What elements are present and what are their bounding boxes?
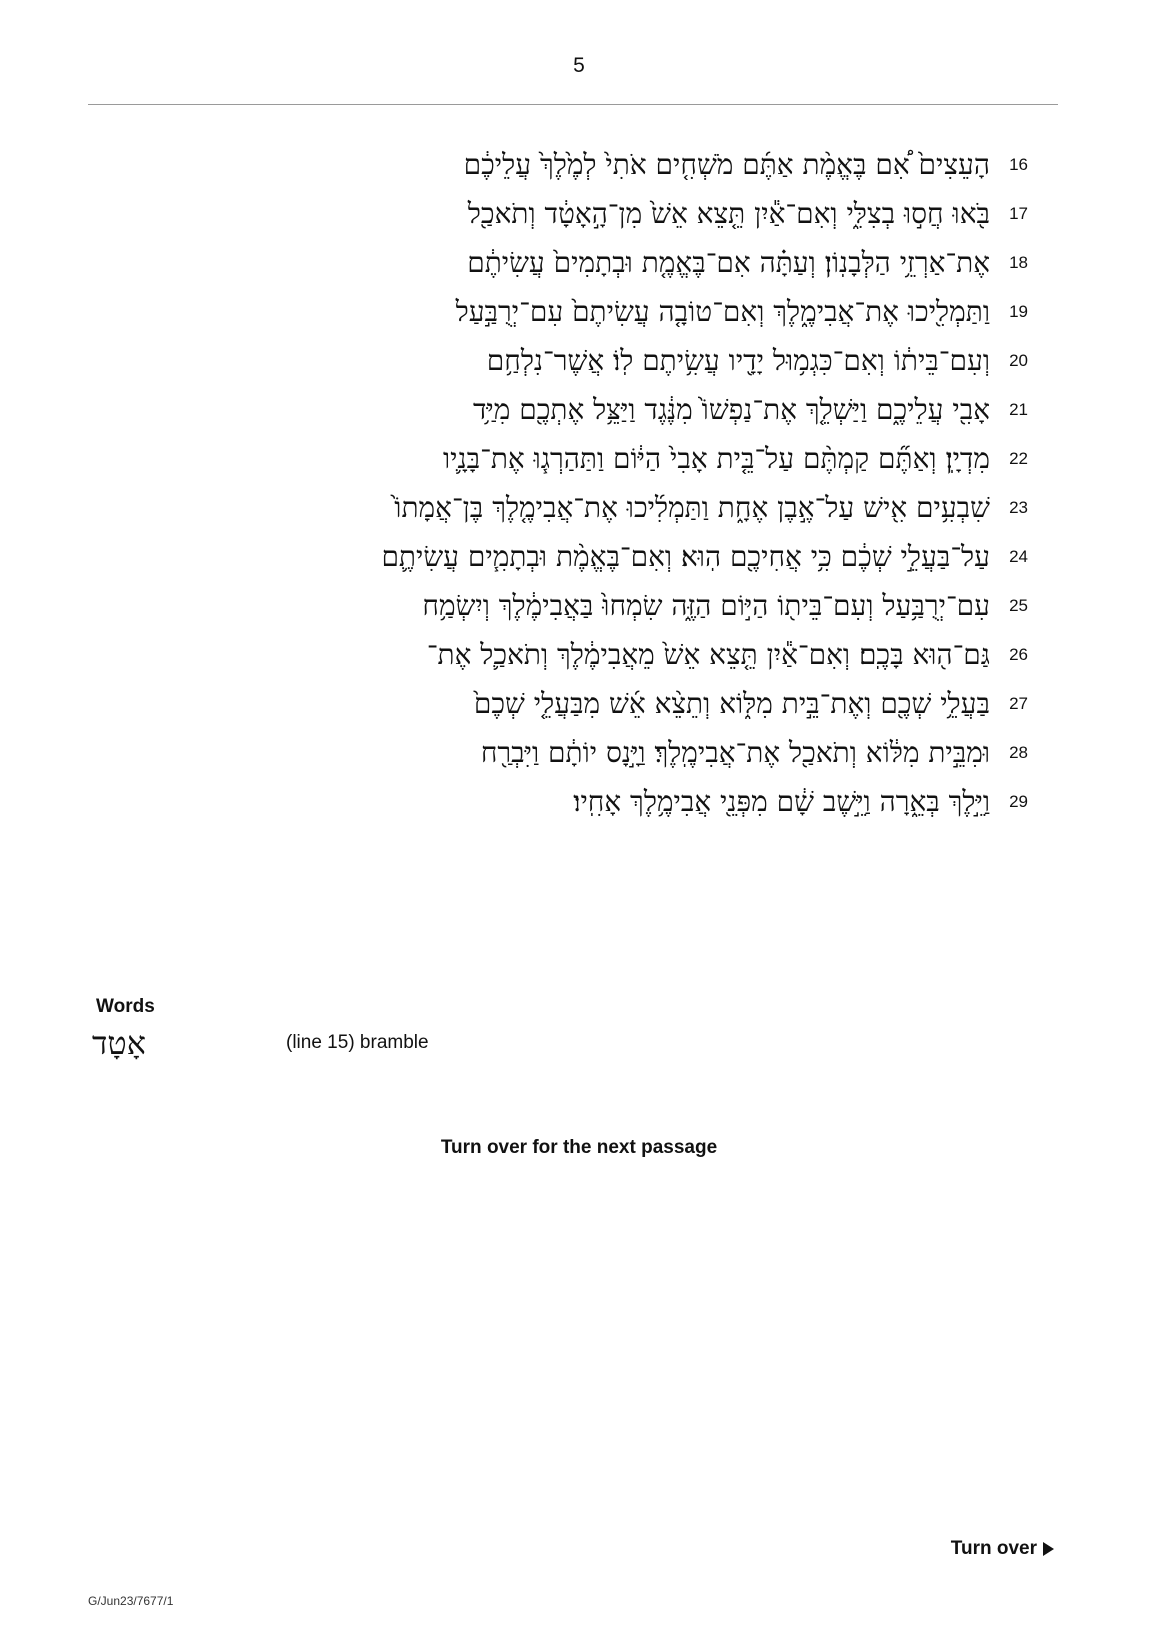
passage-line <box>128 336 1028 385</box>
turn-over-label: Turn over <box>950 1538 1037 1559</box>
passage-line-text: גַּם־ה֖וּא בָּכֶֽם׃ וְאִם־אַ֕יִן תֵּ֤צֵא אֵשׁ֙ מֵאֲבִימֶ֔לֶךְ וְתֹאכַ֛ל אֶת־ <box>426 637 990 671</box>
passage-line <box>128 532 1028 581</box>
passage-line-text: מִדְיָֽן׃ וְאַתֶּ֞ם קַמְתֶּ֨ם עַל־בֵּ֤ית אָבִי֙ הַיּ֔וֹם וַתַּהַרְג֧וּ אֶת־בָּנָ֛יו <box>443 441 990 475</box>
vocabulary-hebrew-word: אָטָד <box>92 1024 146 1062</box>
vocabulary-entry <box>92 1024 592 1074</box>
passage-line-text: וְעִם־בֵּית֔וֹ וְאִם־כִּגְמ֥וּל יָדָ֖יו עֲשִׂ֥יתֶם לֽוֹ׃ אֲשֶׁר־נִלְחַ֥ם <box>486 343 990 377</box>
passage-line <box>128 777 1028 826</box>
passage-line-text: וּמִבֵּ֣ית מִלּ֔וֹא וְתֹאכַ֖ל אֶת־אֲבִימֶֽלֶךְ׃ וַיָּ֣נָס יוֹתָ֔ם וַיִּבְרַ֖ח <box>480 735 990 769</box>
vocabulary-gloss: (line 15) bramble <box>286 1032 429 1053</box>
passage-line <box>128 483 1028 532</box>
passage-line-text: הָעֵצִים֙ אִ֠ם בֶּאֱמֶ֨ת אַתֶּ֜ם מֹשְׁחִ֤ים אֹתִי֙ לְמֶ֙לֶךְ֙ עֲלֵיכֶ֔ם <box>463 147 990 181</box>
passage-line-text: אָבִ֖י עֲלֵיכֶ֑ם וַיַּשְׁלֵ֤ךְ אֶת־נַפְשׁוֹ֙ מִנֶּ֔גֶד וַיַּצֵּ֥ל אֶתְכֶ֖ם מִיַּ֥ד <box>472 392 990 426</box>
passage-line <box>128 728 1028 777</box>
passage-line-text: אֶת־אַרְזֵ֥י הַלְּבָנֽוֹן׃ וְעַתָּ֗ה אִם־בֶּאֱמֶ֤ת וּבְתָמִים֙ עֲשִׂיתֶ֔ם <box>467 245 990 279</box>
line-number: 24 <box>1009 546 1028 566</box>
right-triangle-icon <box>1043 1542 1054 1556</box>
passage-line <box>128 385 1028 434</box>
passage-line <box>128 630 1028 679</box>
passage-line <box>128 434 1028 483</box>
line-number: 29 <box>1009 791 1028 811</box>
line-number: 19 <box>1009 301 1028 321</box>
passage-line-text: שִׁבְעִ֥ים אִ֖ישׁ עַל־אֶ֣בֶן אֶחָ֑ת וַתַּמְלִ֜יכוּ אֶת־אֲבִימֶ֤לֶךְ בֶּן־אֲמָתוֹ֙ <box>394 490 990 524</box>
line-number: 28 <box>1009 742 1028 762</box>
passage-line-text: וַתַּמְלִ֖יכוּ אֶת־אֲבִימֶ֑לֶךְ וְאִם־טוֹבָ֤ה עֲשִׂיתֶם֙ עִם־יְרֻבַּ֣עַל <box>455 294 990 328</box>
passage-line-text: עִם־יְרֻבַּ֥עַל וְעִם־בֵּית֖וֹ הַיּ֣וֹם הַזֶּ֑ה שִׂמְחוּ֙ בַּאֲבִימֶ֔לֶךְ וְיִשְׂמַ֥ח <box>422 588 990 622</box>
words-heading: Words <box>96 996 155 1017</box>
line-number: 22 <box>1009 448 1028 468</box>
line-number: 25 <box>1009 595 1028 615</box>
passage-line <box>128 238 1028 287</box>
line-number: 26 <box>1009 644 1028 664</box>
line-number: 20 <box>1009 350 1028 370</box>
passage-line-text: וַיֵּ֣לֶךְ בְּאֵ֑רָה וַיֵּ֣שֶׁב שָׁ֔ם מִפְּנֵ֖י אֲבִימֶ֥לֶךְ אָחִֽיו׃ <box>573 784 990 818</box>
passage-line-text: בַּעֲלֵ֥י שְׁכֶ֖ם וְאֶת־בֵּ֣ית מִלּ֑וֹא וְתֵצֵ֨א אֵ֜שׁ מִבַּעֲלֵ֤י שְׁכֶם֙ <box>473 686 990 720</box>
passage-line <box>128 140 1028 189</box>
line-number: 21 <box>1009 399 1028 419</box>
passage-line <box>128 581 1028 630</box>
header-divider <box>88 104 1058 105</box>
line-number: 27 <box>1009 693 1028 713</box>
line-number: 23 <box>1009 497 1028 517</box>
line-number: 18 <box>1009 252 1028 272</box>
page-number: 5 <box>573 54 585 77</box>
passage-line <box>128 189 1028 238</box>
passage-line <box>128 679 1028 728</box>
line-number: 16 <box>1009 154 1028 174</box>
passage-line-text: בֹּ֖אוּ חֲס֣וּ בְצִלִּ֑י וְאִם־אַ֕יִן תֵּ֤צֵא אֵשׁ֙ מִן־הָ֣אָטָ֔ד וְתֹאכַ֖ל <box>467 196 990 230</box>
line-number: 17 <box>1009 203 1028 223</box>
passage-line <box>128 287 1028 336</box>
turn-over-indicator <box>951 1538 1054 1560</box>
passage-line-text: עַל־בַּעֲלֵ֣י שְׁכֶ֔ם כִּ֥י אֲחִיכֶ֖ם הֽוּא׃ וְאִם־בֶּאֱמֶ֨ת וּבְתָמִ֧ים עֲשִׂיתֶ֛ם <box>381 539 990 573</box>
next-passage-note: Turn over for the next passage <box>440 1137 718 1158</box>
paper-code: G/Jun23/7677/1 <box>88 1594 174 1608</box>
hebrew-passage <box>128 140 1028 826</box>
